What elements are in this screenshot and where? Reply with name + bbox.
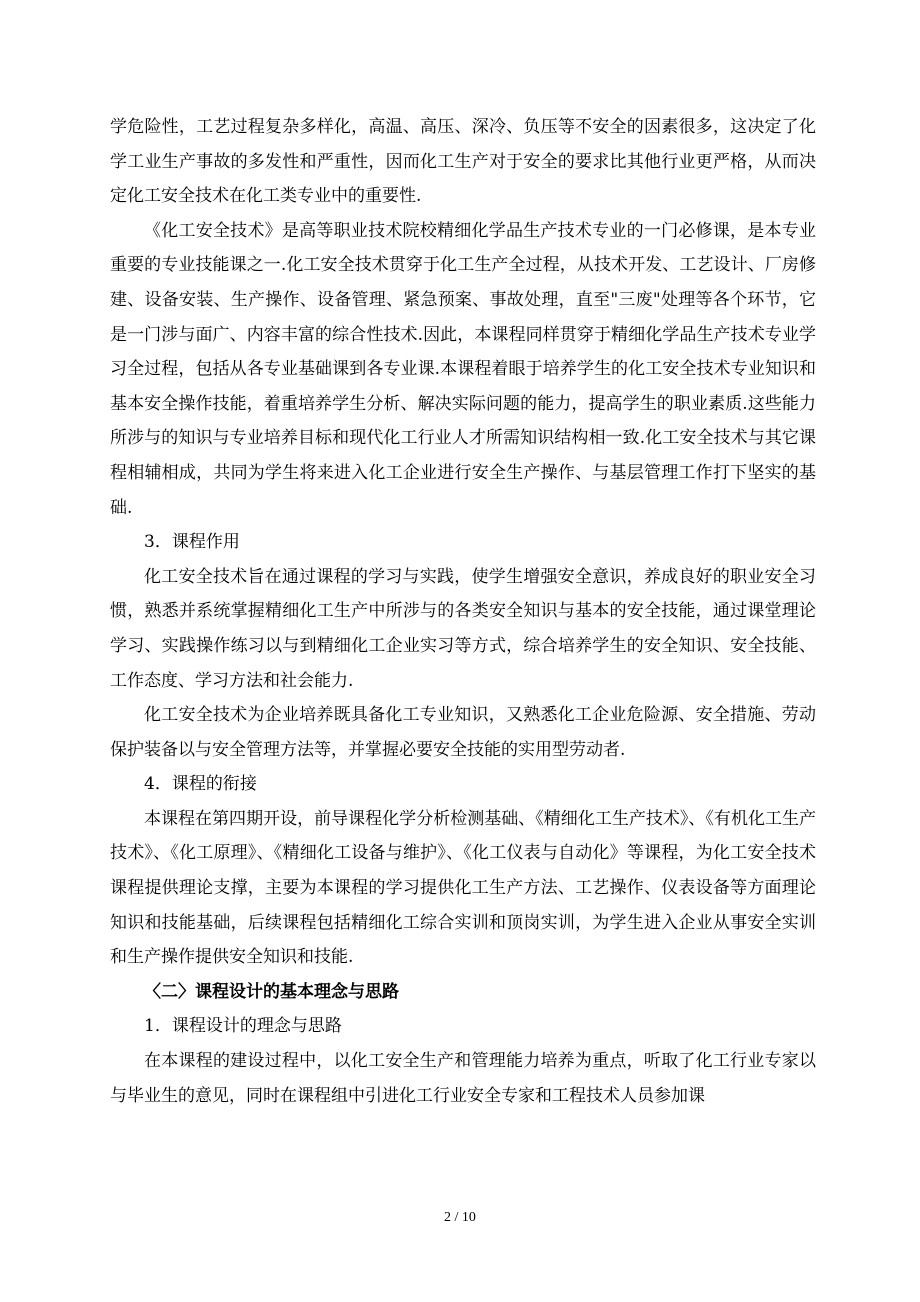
- paragraph-course-goal: 化工安全技术为企业培养既具备化工专业知识，又熟悉化工企业危险源、安全措施、劳动保护装备以与安全管理方法等，并掌握必要安全技能的实用型劳动者.: [110, 705, 816, 760]
- paragraph-course-role: 化工安全技术旨在通过课程的学习与实践，使学生增强安全意识，养成良好的职业安全习惯，熟悉并系统掌握精细化工生产中所涉与的各类安全知识与基本的安全技能，通过课堂理论学习、实践操作练习以与到精细化工企业实习等方式，综合培养学生的安全知识、安全技能、工作态度、学习方法和社会能力.: [110, 566, 816, 691]
- heading-course-connection: 4．课程的衔接: [144, 774, 257, 795]
- paragraph-course-connection: 本课程在第四期开设，前导课程化学分析检测基础、《精细化工生产技术》、《有机化工生产技术》、《化工原理》、《精细化工设备与维护》、《化工仪表与自动化》等课程，为化工安全技术课程提供理论支撑，主要为本课程的学习提供化工生产方法、工艺操作、仪表设备等方面理论知识和技能基础，后续课程包括精细化工综合实训和顶岗实训，为学生进入企业从事安全实训和生产操作提供安全知识和技能.: [110, 808, 816, 968]
- paragraph-design-concept: 在本课程的建设过程中，以化工安全生产和管理能力培养为重点，听取了化工行业专家以与毕业生的意见，同时在课程组中引进化工行业安全专家和工程技术人员参加课: [110, 1051, 816, 1106]
- section-heading-design: 〈二〉课程设计的基本理念与思路: [144, 981, 399, 1002]
- document-body: [110, 110, 816, 1113]
- paragraph-course-intro: 《化工安全技术》是高等职业技术院校精细化学品生产技术专业的一门必修课，是本专业重要的专业技能课之一.化工安全技术贯穿于化工生产全过程，从技术开发、工艺设计、厂房修建、设备安装、生产操作、设备管理、紧急预案、事故处理，直至"三废"处理等各个环节，它是一门涉与面广、内容丰富的综合性技术.因此，本课程同样贯穿于精细化学品生产技术专业学习全过程，包括从各专业基础课到各专业课.本课程着眼于培养学生的化工安全技术专业知识和基本安全操作技能，着重培养学生分析、解决实际问题的能力，提高学生的职业素质.这些能力所涉与的知识与专业培养目标和现代化工行业人才所需知识结构相一致.化工安全技术与其它课程相辅相成，共同为学生将来进入化工企业进行安全生产操作、与基层管理工作打下坚实的基础.: [110, 220, 816, 518]
- heading-course-role: 3．课程作用: [144, 532, 240, 553]
- paragraph-continuation: 学危险性，工艺过程复杂多样化，高温、高压、深冷、负压等不安全的因素很多，这决定了化学工业生产事故的多发性和严重性，因而化工生产对于安全的要求比其他行业更严格，从而决定化工安全技术在化工类专业中的重要性.: [110, 117, 816, 207]
- page-number: 2 / 10: [444, 1210, 476, 1225]
- heading-design-concept: 1．课程设计的理念与思路: [144, 1016, 342, 1037]
